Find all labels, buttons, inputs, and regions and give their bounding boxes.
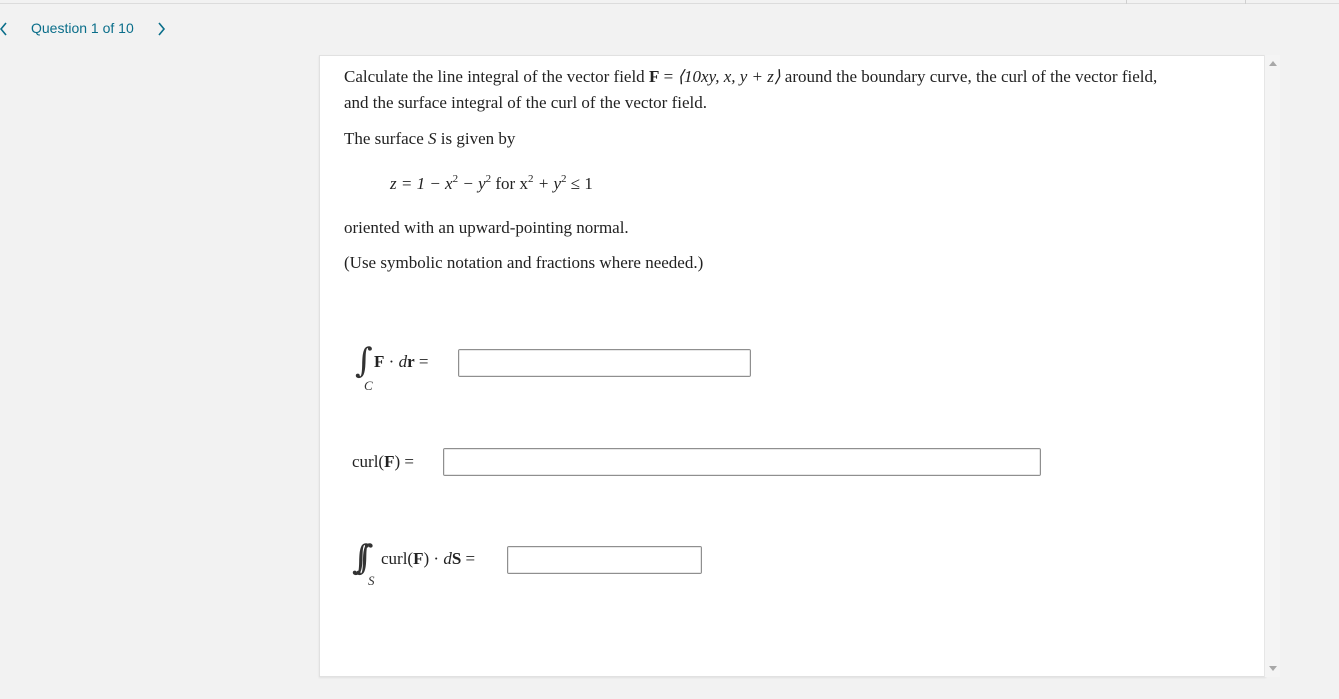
scroll-down-arrow-icon[interactable] (1269, 666, 1277, 671)
double-integral-sign-icon: ∫∫ (352, 538, 360, 578)
top-tick (1245, 0, 1246, 4)
line-integral-answer-input[interactable] (458, 349, 751, 377)
surface-intro: The surface S is given by (344, 129, 516, 148)
question-counter: Question 1 of 10 (31, 20, 134, 36)
surface-integral-answer-input[interactable] (507, 546, 702, 574)
chevron-left-icon[interactable] (0, 19, 10, 39)
curl-answer-input[interactable] (443, 448, 1041, 476)
scroll-up-arrow-icon[interactable] (1269, 61, 1277, 66)
chevron-right-icon[interactable] (156, 19, 168, 39)
orientation-text: oriented with an upward-pointing normal. (344, 218, 629, 237)
notation-note: (Use symbolic notation and fractions where needed.) (344, 253, 704, 272)
scrollbar[interactable] (1264, 55, 1280, 677)
problem-line-2: and the surface integral of the curl of the vector field. (344, 93, 707, 112)
surface-integral-subscript: S (368, 573, 375, 588)
curl-label: curl(F) = (352, 452, 414, 471)
surface-integral-label: curl(F) · dS = (381, 549, 476, 568)
top-tick (1126, 0, 1127, 4)
question-navigator (0, 18, 190, 40)
integral-sign-icon: ∫ (355, 341, 373, 381)
surface-equation: $z = 1 - x^2 - y^2$ for $x^2 + y^2 \le 1$ (390, 173, 593, 193)
integral-subscript: C (364, 378, 373, 393)
top-divider (0, 3, 1339, 4)
problem-line-1: Calculate the line integral of the vector field F = ⟨10xy, x, y + z⟩ around the boundary curve, the curl of the vector field, (344, 67, 1158, 86)
line-integral-label: F · dr = (374, 352, 429, 371)
